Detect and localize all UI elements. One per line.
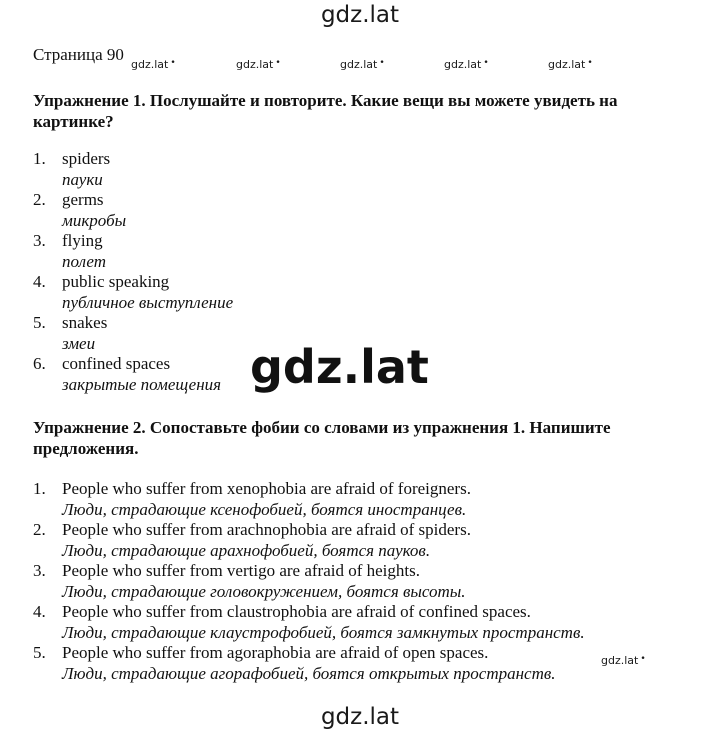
item-number: 4. [33, 602, 46, 621]
list-item [33, 602, 585, 643]
watermark-small: gdz.lat • [601, 654, 646, 667]
exercise2-list [33, 479, 585, 684]
item-number: 3. [33, 231, 46, 250]
russian-translation: Люди, страдающие ксенофобией, боятся иностранцев. [62, 499, 467, 519]
russian-translation: Люди, страдающие арахнофобией, боятся пауков. [62, 540, 431, 560]
exercise2-heading: Упражнение 2. Сопоставьте фобии со словами из упражнения 1. Напишите предложения. [33, 418, 611, 458]
item-number: 5. [33, 313, 46, 332]
russian-translation: Люди, страдающие агорафобией, боятся открытых пространств. [62, 663, 556, 683]
item-number: 2. [33, 190, 46, 209]
list-item [33, 561, 585, 602]
russian-translation: Люди, страдающие головокружением, боятся высоты. [62, 581, 466, 601]
english-word: flying [62, 231, 103, 250]
english-word: confined spaces [62, 354, 171, 373]
russian-translation: закрытые помещения [62, 374, 222, 394]
item-number: 4. [33, 272, 46, 291]
english-sentence: People who suffer from agoraphobia are afraid of open spaces. [62, 643, 489, 662]
watermark-bottom: gdz.lat [320, 704, 400, 730]
english-sentence: People who suffer from claustrophobia are afraid of confined spaces. [62, 602, 531, 621]
list-item [33, 520, 585, 561]
english-sentence: People who suffer from xenophobia are afraid of foreigners. [62, 479, 471, 498]
watermark-small: gdz.lat • [444, 58, 489, 71]
watermark-top: gdz.lat [320, 2, 400, 28]
watermark-small: gdz.lat • [340, 58, 385, 71]
list-item [33, 313, 233, 354]
english-word: public speaking [62, 272, 170, 291]
english-sentence: People who suffer from arachnophobia are afraid of spiders. [62, 520, 471, 539]
list-item [33, 190, 233, 231]
watermark-small: gdz.lat • [548, 58, 593, 71]
watermark-small: gdz.lat • [236, 58, 281, 71]
russian-translation: Люди, страдающие клаустрофобией, боятся замкнутых пространств. [62, 622, 585, 642]
watermark-center: gdz.lat [250, 340, 429, 394]
russian-translation: публичное выступление [62, 292, 234, 312]
list-item [33, 479, 585, 520]
exercise1-heading: Упражнение 1. Послушайте и повторите. Какие вещи вы можете увидеть на картинке? [33, 91, 618, 131]
list-item [33, 354, 233, 395]
item-number: 3. [33, 561, 46, 580]
russian-translation: микробы [62, 210, 127, 230]
item-number: 6. [33, 354, 46, 373]
item-number: 2. [33, 520, 46, 539]
list-item [33, 231, 233, 272]
english-word: spiders [62, 149, 111, 168]
list-item [33, 149, 233, 190]
list-item [33, 643, 585, 684]
russian-translation: пауки [62, 169, 103, 189]
english-word: germs [62, 190, 104, 209]
list-item [33, 272, 233, 313]
russian-translation: змеи [62, 333, 96, 353]
english-sentence: People who suffer from vertigo are afraid of heights. [62, 561, 420, 580]
item-number: 5. [33, 643, 46, 662]
page-label: Страница 90 [33, 45, 124, 64]
item-number: 1. [33, 479, 46, 498]
exercise1-list [33, 149, 233, 395]
russian-translation: полет [62, 251, 107, 271]
watermark-small: gdz.lat • [131, 58, 176, 71]
english-word: snakes [62, 313, 108, 332]
item-number: 1. [33, 149, 46, 168]
